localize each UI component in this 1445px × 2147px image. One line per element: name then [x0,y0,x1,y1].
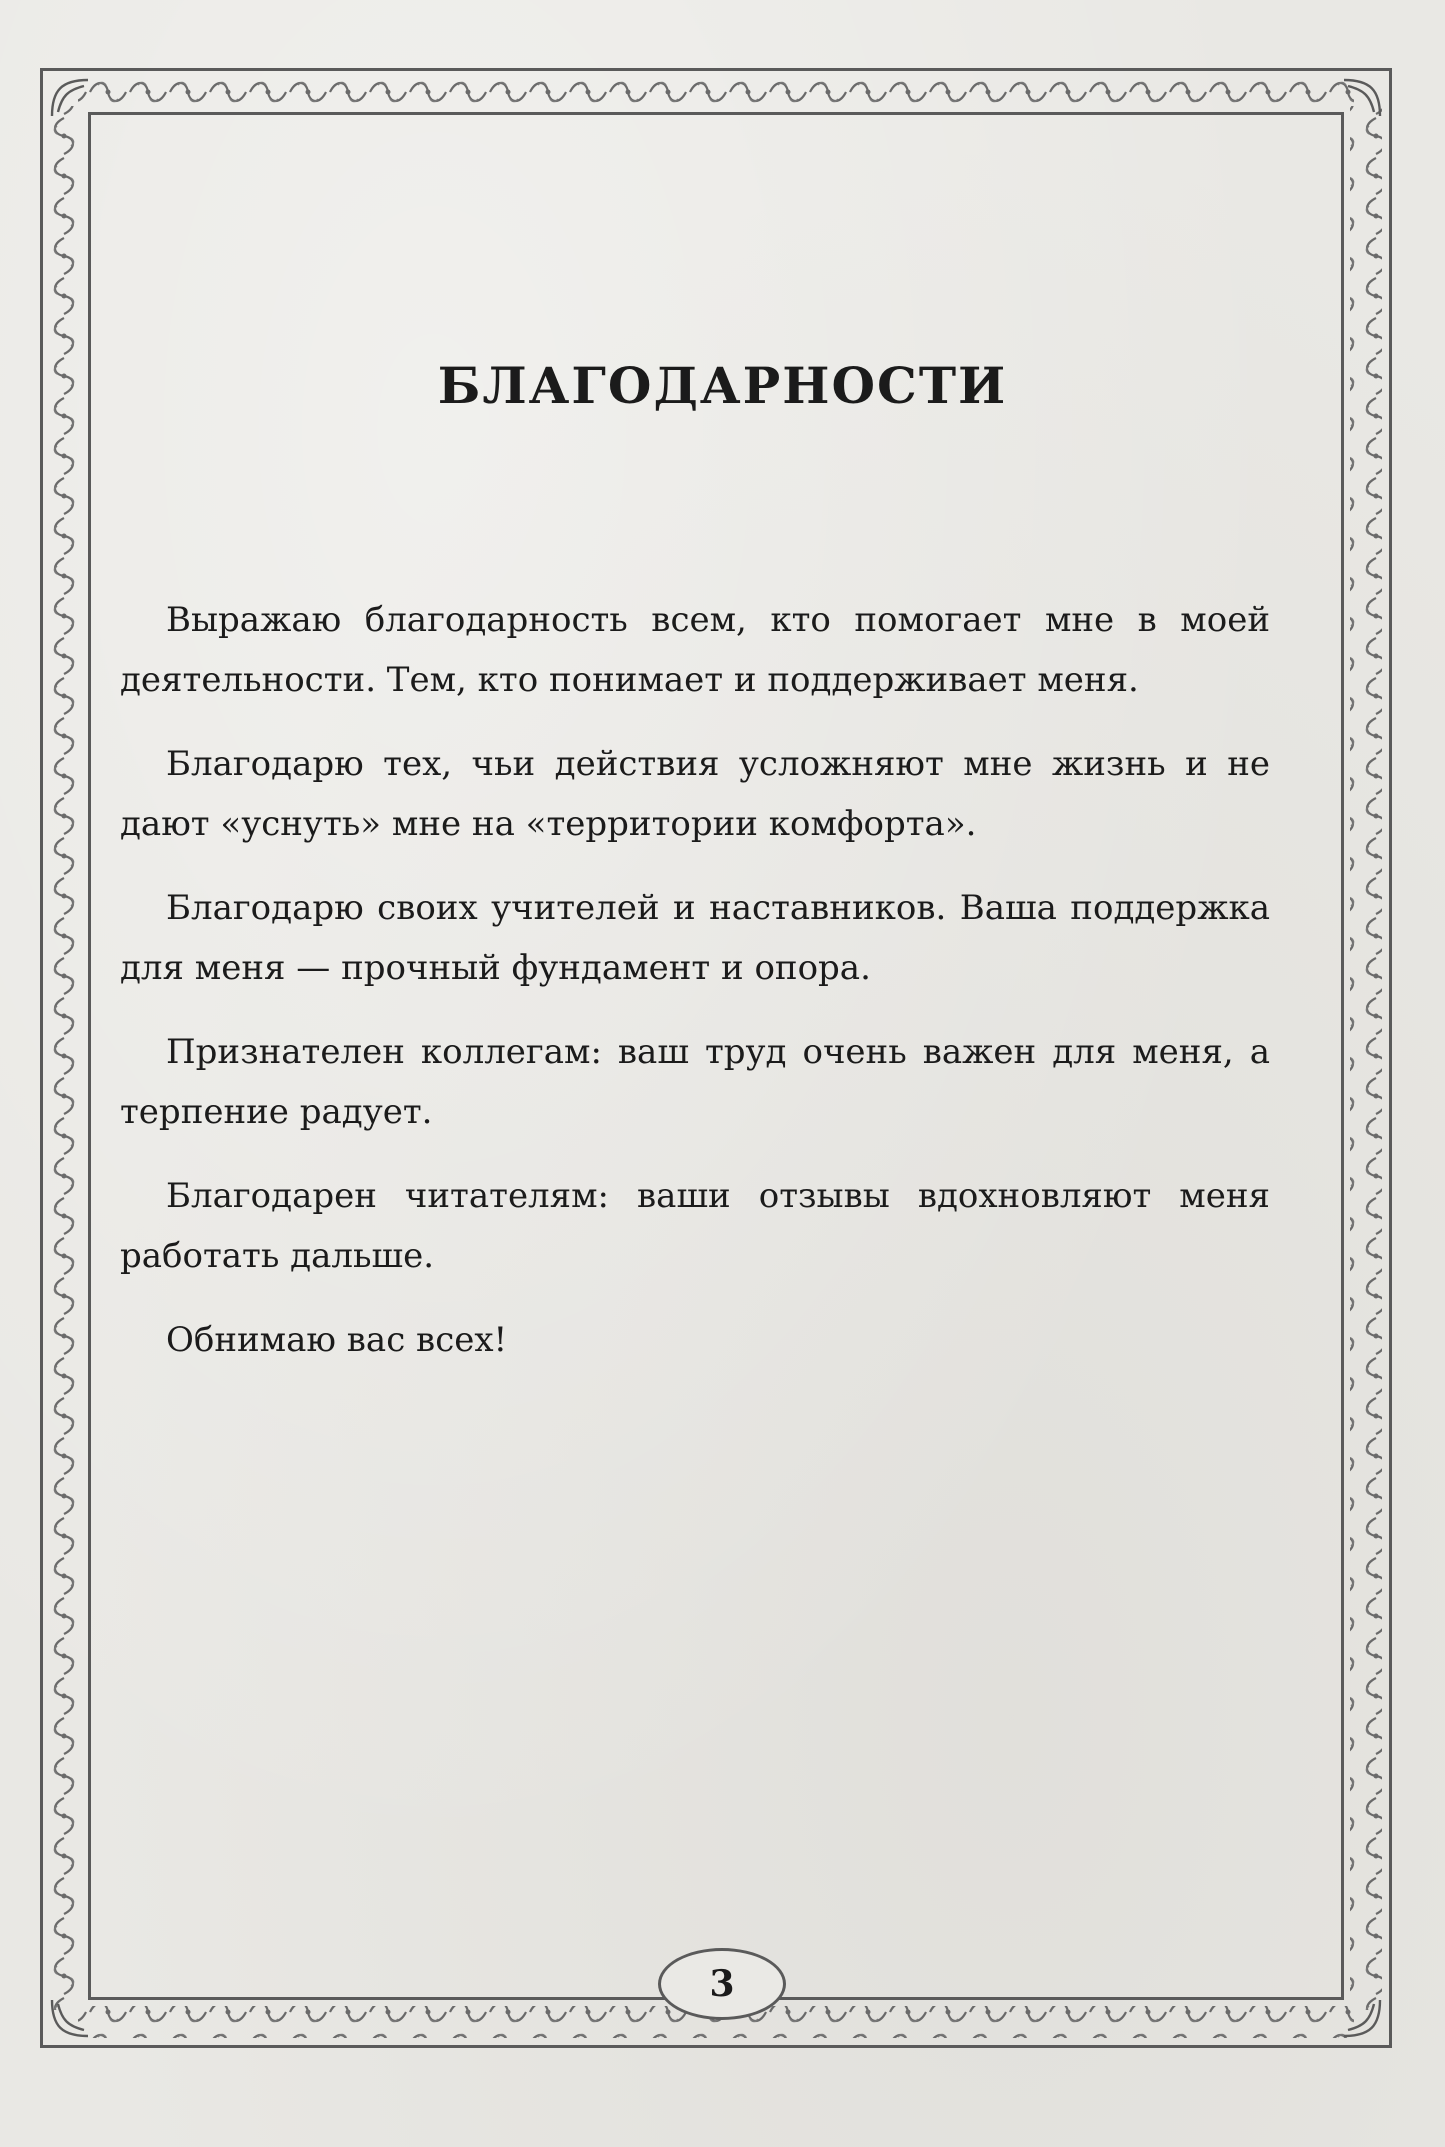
acknowledgements-text [120,590,1270,1394]
page-title: БЛАГОДАРНОСТИ [437,355,1008,415]
paragraph: Благодарю своих учителей и наставников. Ваша поддержка для меня — прочный фундамент и опора. [120,888,1270,988]
paragraph: Обнимаю вас всех! [166,1320,508,1360]
paragraph: Благодарю тех, чьи действия усложняют мне жизнь и не дают «уснуть» мне на «территории комфорта». [120,744,1270,844]
paragraph: Выражаю благодарность всем, кто помогает мне в моей деятельности. Тем, кто понимает и поддерживает меня. [120,600,1270,700]
page-number: 3 [709,1963,735,2005]
page-number-badge [658,1948,786,2020]
paragraph: Признателен коллегам: ваш труд очень важен для меня, а терпение радует. [120,1032,1270,1132]
paragraph: Благодарен читателям: ваши отзывы вдохновляют меня работать дальше. [120,1176,1270,1276]
